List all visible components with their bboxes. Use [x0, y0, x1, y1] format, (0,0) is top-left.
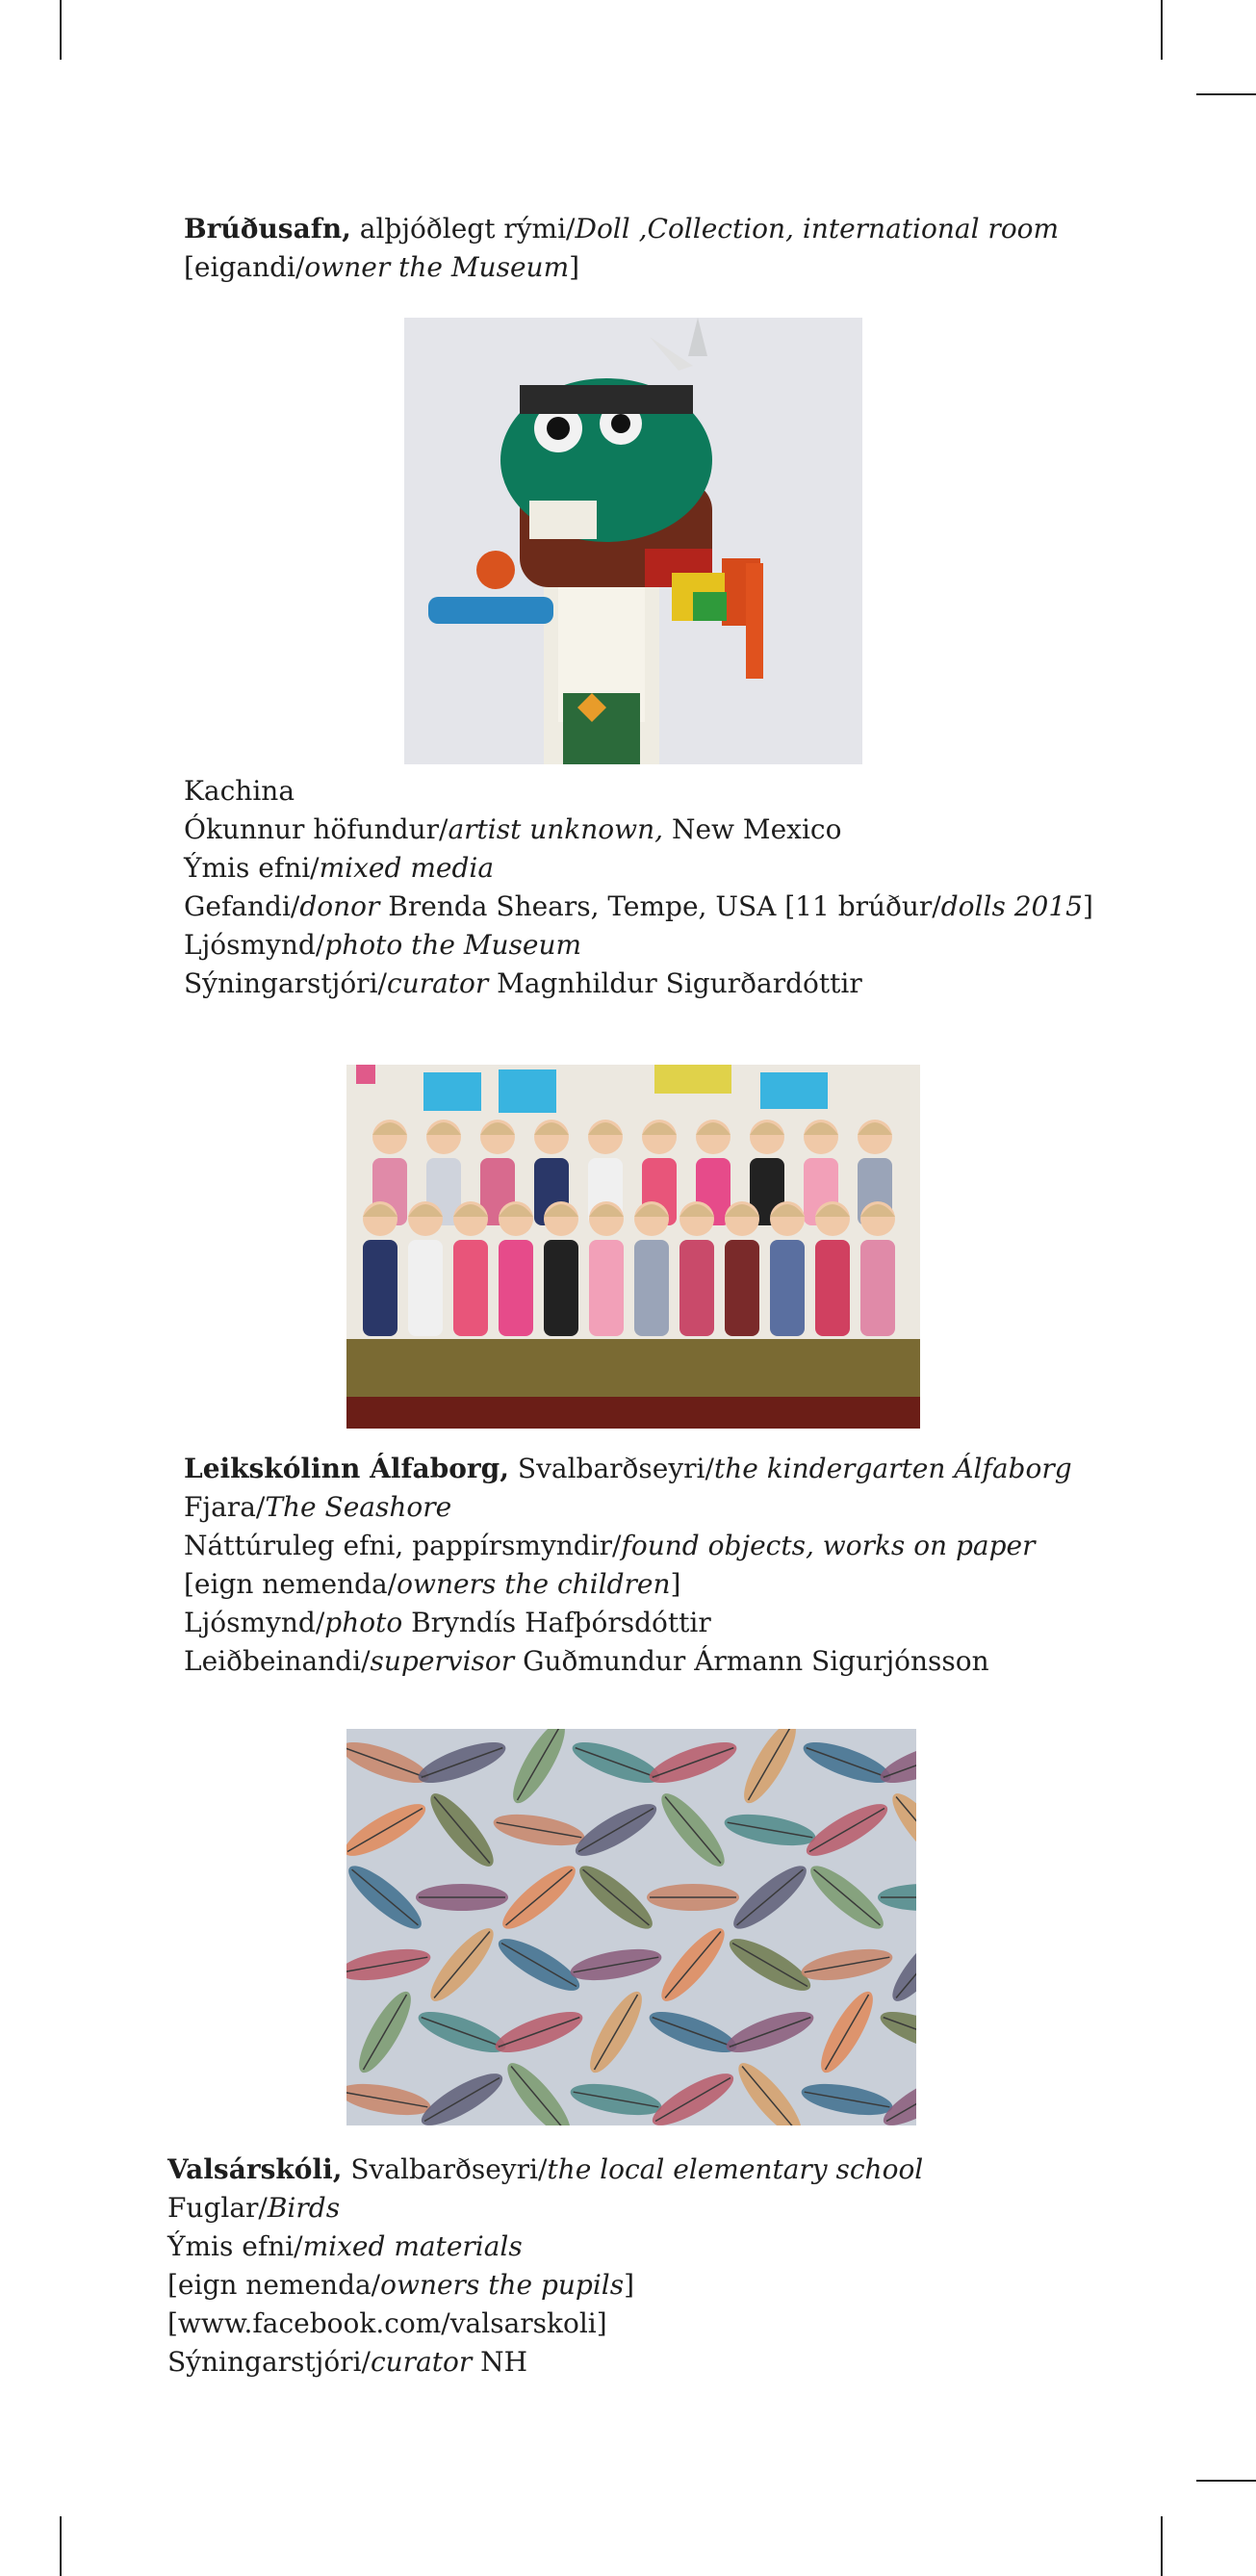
- caption-line: Náttúruleg efni, pappírsmyndir/found objects, works on paper: [184, 1530, 1036, 1561]
- caption-line: Ljósmynd/photo the Museum: [184, 929, 582, 961]
- crop-mark-top-right: [1161, 0, 1163, 60]
- school-caption: [167, 2151, 923, 2382]
- feather-drawing-photo: [346, 1729, 916, 2125]
- caption-line: Ýmis efni/mixed materials: [167, 2230, 523, 2262]
- crop-mark-bottom-left: [60, 2516, 62, 2576]
- heading-line: Brúðusafn, alþjóðlegt rými/Doll ,Collection, international room: [184, 213, 1060, 245]
- caption-line: Kachina: [184, 775, 295, 807]
- caption-line: Valsárskóli, Svalbarðseyri/the local elementary school: [167, 2153, 924, 2185]
- kindergarten-caption: [184, 1450, 1072, 1681]
- kindergarten-group-photo: [346, 1065, 920, 1429]
- crop-mark-top-right-h: [1196, 93, 1256, 95]
- crop-mark-bottom-right-h: [1196, 2480, 1256, 2482]
- kachina-doll-photo: [404, 318, 862, 764]
- caption-line: Gefandi/donor Brenda Shears, Tempe, USA [11 brúður/dolls 2015]: [184, 890, 1093, 922]
- caption-line: Leiðbeinandi/supervisor Guðmundur Ármann Sigurjónsson: [184, 1645, 989, 1677]
- caption-line: [www.facebook.com/valsarskoli]: [167, 2307, 607, 2339]
- crop-mark-bottom-right: [1161, 2516, 1163, 2576]
- museum-collection-heading: [184, 210, 1059, 287]
- caption-line: Fuglar/Birds: [167, 2192, 341, 2224]
- heading-line: [eigandi/owner the Museum]: [184, 251, 580, 283]
- caption-line: [eign nemenda/owners the children]: [184, 1568, 681, 1600]
- caption-line: Fjara/The Seashore: [184, 1491, 452, 1523]
- caption-line: Leikskólinn Álfaborg, Svalbarðseyri/the kindergarten Álfaborg: [184, 1453, 1072, 1484]
- crop-mark-top-left: [60, 0, 62, 60]
- caption-line: Ókunnur höfundur/artist unknown, New Mexico: [184, 813, 842, 845]
- caption-line: [eign nemenda/owners the pupils]: [167, 2269, 635, 2301]
- caption-line: Ljósmynd/photo Bryndís Hafþórsdóttir: [184, 1607, 711, 1638]
- caption-line: Sýningarstjóri/curator Magnhildur Sigurðardóttir: [184, 967, 862, 999]
- caption-line: Ýmis efni/mixed media: [184, 852, 495, 884]
- kachina-caption: [184, 772, 1093, 1003]
- caption-line: Sýningarstjóri/curator NH: [167, 2346, 528, 2378]
